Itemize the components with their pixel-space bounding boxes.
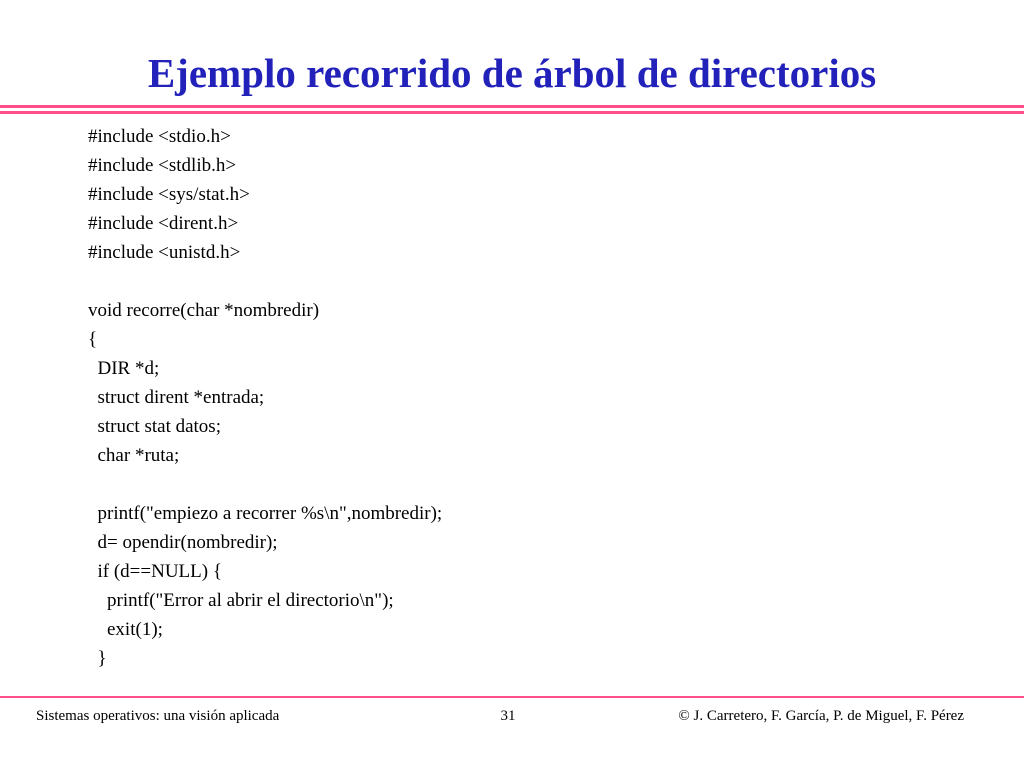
footer-divider-line: [0, 696, 1024, 698]
code-line: #include <sys/stat.h>: [88, 184, 250, 205]
code-line: printf("Error al abrir el directorio\n");: [88, 590, 394, 611]
code-line: {: [88, 329, 98, 350]
code-line: }: [88, 648, 107, 669]
code-line: #include <unistd.h>: [88, 242, 241, 263]
code-listing: [88, 122, 442, 673]
code-line: void recorre(char *nombredir): [88, 300, 320, 321]
code-line: DIR *d;: [88, 358, 160, 379]
title-divider-line-secondary: [0, 111, 1024, 114]
code-line: char *ruta;: [88, 445, 180, 466]
title-divider-line: [0, 105, 1024, 108]
footer-page-number: 31: [500, 708, 516, 724]
code-line: printf("empiezo a recorrer %s\n",nombredir);: [88, 503, 443, 524]
code-line: exit(1);: [88, 619, 163, 640]
code-line: #include <dirent.h>: [88, 213, 239, 234]
code-line: [88, 267, 442, 296]
code-line: #include <stdlib.h>: [88, 155, 237, 176]
code-line: [88, 470, 442, 499]
code-line: if (d==NULL) {: [88, 561, 222, 582]
slide-title: Ejemplo recorrido de árbol de directorios: [147, 50, 877, 96]
code-line: #include <stdio.h>: [88, 126, 231, 147]
footer-book-title: Sistemas operativos: una visión aplicada: [36, 708, 280, 724]
footer-copyright: © J. Carretero, F. García, P. de Miguel, F. Pérez: [678, 708, 964, 724]
code-line: struct dirent *entrada;: [88, 387, 265, 408]
code-line: d= opendir(nombredir);: [88, 532, 278, 553]
code-line: struct stat datos;: [88, 416, 221, 437]
